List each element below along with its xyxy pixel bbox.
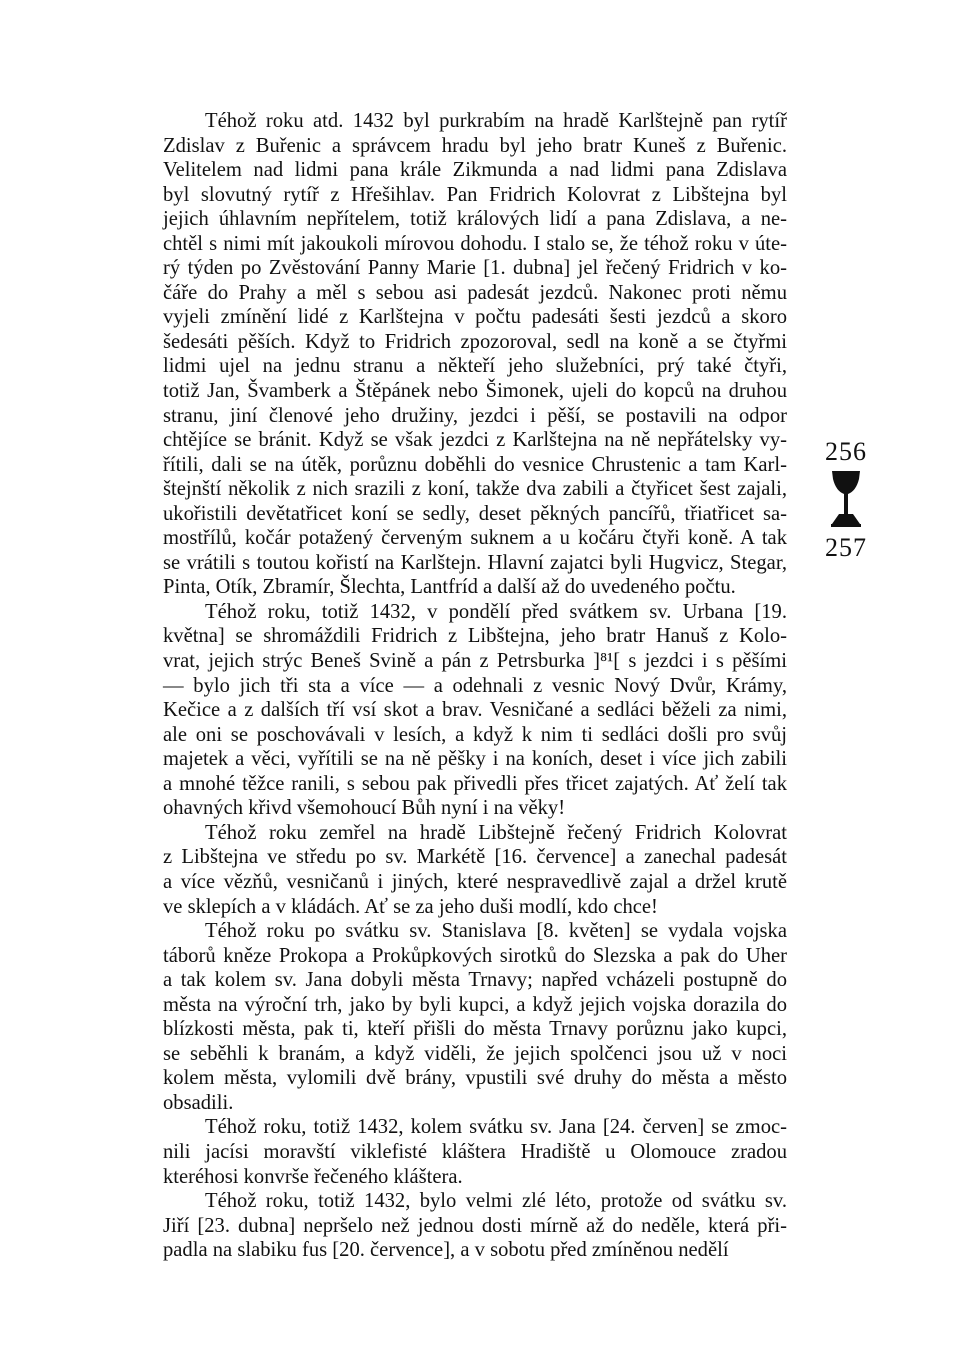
text-line: byl slovutný rytíř z Hřešihlav. Pan Fridrich Kolovrat z Libštejna byl: [163, 183, 787, 206]
text-line: z Libštejna ve středu po sv. Markétě [16. července] a zanechal padesát: [163, 846, 787, 869]
text-line: padla na slabiku fus [20. července], a v sobotu před zmíněnou nedělí: [163, 1239, 729, 1262]
page-number-original-start: 256: [825, 437, 867, 466]
text-line: štejnští několik z nich srazili z koní, takže dva zabili a čtyřicet šest zajali,: [163, 478, 787, 501]
text-line: čáře do Prahy a měl s sebou asi padesát jezdců. Nakonec proti němu: [163, 281, 787, 304]
text-line: Jiří [23. dubna] nepršelo než jednou dosti mírně až do neděle, která při-: [163, 1214, 787, 1237]
text-line: Téhož roku, totiž 1432, v pondělí před svátkem sv. Urbana [19.: [205, 600, 787, 623]
text-line: kteréhosi konvrše řečeného kláštera.: [163, 1165, 463, 1188]
text-line: stranu, jiní členové jeho družiny, jezdci i pěší, se postavili na odpor: [163, 404, 787, 427]
page-number-original-end: 257: [825, 533, 867, 562]
chalice-icon: [829, 469, 863, 529]
text-line: Téhož roku, totiž 1432, bylo velmi zlé léto, protože od svátku sv.: [205, 1190, 787, 1213]
text-line: Téhož roku zemřel na hradě Libštejně řečený Fridrich Kolovrat: [205, 821, 787, 844]
text-line: řítili, dali se na útěk, porůznu doběhli do vesnice Chrustenic a tam Karl-: [163, 453, 787, 476]
text-line: mostřílů, kočár potažený červeným suknem a u kočáru čtyři koně. A tak: [163, 527, 787, 550]
text-line: Téhož roku po svátku sv. Stanislava [8. květen] se vydala vojska: [205, 920, 787, 943]
text-line: Velitelem nad lidmi pana krále Zikmunda a nad lidmi pana Zdislava: [163, 159, 787, 182]
text-line: kolem města, vylomili dvě brány, vpustili své druhy do města a město: [163, 1067, 787, 1090]
margin-page-marker: [816, 437, 876, 563]
text-line: chtěl s nimi mít jakoukoli mírovou dohodu. I stalo se, že téhož roku v úte-: [163, 232, 787, 255]
text-line: rý týden po Zvěstování Panny Marie [1. dubna] jel řečený Fridrich v ko-: [163, 257, 787, 280]
text-line: Zdislav z Buřenic a správcem hradu byl jeho bratr Kuneš z Buřenic.: [163, 134, 787, 157]
text-line: Téhož roku, totiž 1432, kolem svátku sv. Jana [24. červen] se zmoc-: [205, 1116, 787, 1139]
body-text: [163, 109, 787, 1263]
text-line: chtějíce se bránit. Když se však jezdci z Karlštejna na ně nepřátelsky vy-: [163, 429, 787, 452]
text-line: města na výroční trh, jako by byli kupci, a když jejich vojska dorazila do: [163, 993, 787, 1016]
text-line: vrat, jejich strýc Beneš Svině a pán z Petrsburka ]⁸¹[ s jezdci i s pěšími: [163, 650, 787, 673]
text-line: ve sklepích a v kládách. Ať se za jeho duši modlí, kdo chce!: [163, 895, 658, 918]
text-line: blízkosti města, pak ti, kteří přišli do města Trnavy porůznu jako kupci,: [163, 1018, 787, 1041]
text-line: ale oni se poschovávali v lesích, a když k nim ti sedláci došli pro svůj: [163, 723, 787, 746]
text-line: se seběhli k branám, a když viděli, že jejich spolčenci jsou už v noci: [163, 1042, 787, 1065]
text-line: táborů kněze Prokopa a Prokůpkových sirotků do Slezska a pak do Uher: [163, 944, 787, 967]
text-line: Téhož roku atd. 1432 byl purkrabím na hradě Karlštejně pan rytíř: [205, 110, 787, 132]
text-line: Kečice a z dalších tří vsí skot a brav. Vesničané a sedláci běželi za nimi,: [163, 699, 787, 722]
text-line: jejich úhlavním nepřítelem, totiž králových lidí a pana Zdislava, a ne-: [163, 208, 787, 231]
text-line: a mnohé těžce ranili, s sebou pak přivedli přes třicet zajatých. Ať želí tak: [163, 772, 787, 795]
text-line: — bylo jich tři sta a více — a odehnali z vesnic Nový Dvůr, Krámy,: [163, 674, 787, 697]
text-line: a tak kolem sv. Jana dobyli města Trnavy; napřed vcházeli postupně do: [163, 969, 787, 992]
text-line: se vrátili s toutou kořistí na Karlštejn. Hlavní zajatci byli Hugvicz, Stegar,: [163, 551, 787, 574]
text-line: totiž Jan, Švamberk a Štěpánek nebo Šimonek, ujeli do kopců na druhou: [163, 380, 787, 403]
text-line: lidmi ujel na jednu stranu a někteří jeho služebníci, prý také čtyři,: [163, 355, 787, 378]
text-line: a více vězňů, vesničanů i jiných, které nespravedlivě zajal a držel krutě: [163, 870, 787, 893]
text-line: vyjeli zmínění lidé z Karlštejna v počtu padesáti šesti jezdců a skoro: [163, 306, 787, 329]
text-line: května] se shromáždili Fridrich z Libštejna, jeho bratr Hanuš z Kolo-: [163, 625, 787, 648]
text-line: majetek a věci, vyřítili se na ně pěšky i na koních, deset i více jich zabili: [163, 748, 787, 771]
text-line: ohavných křivd všemohoucí Bůh nyní i na věky!: [163, 797, 566, 820]
text-line: obsadili.: [163, 1091, 234, 1114]
text-line: šedesáti pěších. Když to Fridrich zpozoroval, sedl na koně a se čtyřmi: [163, 330, 787, 353]
text-line: nili jacísi moravští viklefisté kláštera Hradiště u Olomouce zradou: [163, 1140, 787, 1163]
text-line: Pinta, Otík, Zbramír, Šlechta, Lantfríd a další až do uvedeného počtu.: [163, 576, 736, 599]
text-line: ukořistili devětatřicet koní se sedly, deset pěkných pancířů, třiatřicet sa-: [163, 502, 787, 525]
